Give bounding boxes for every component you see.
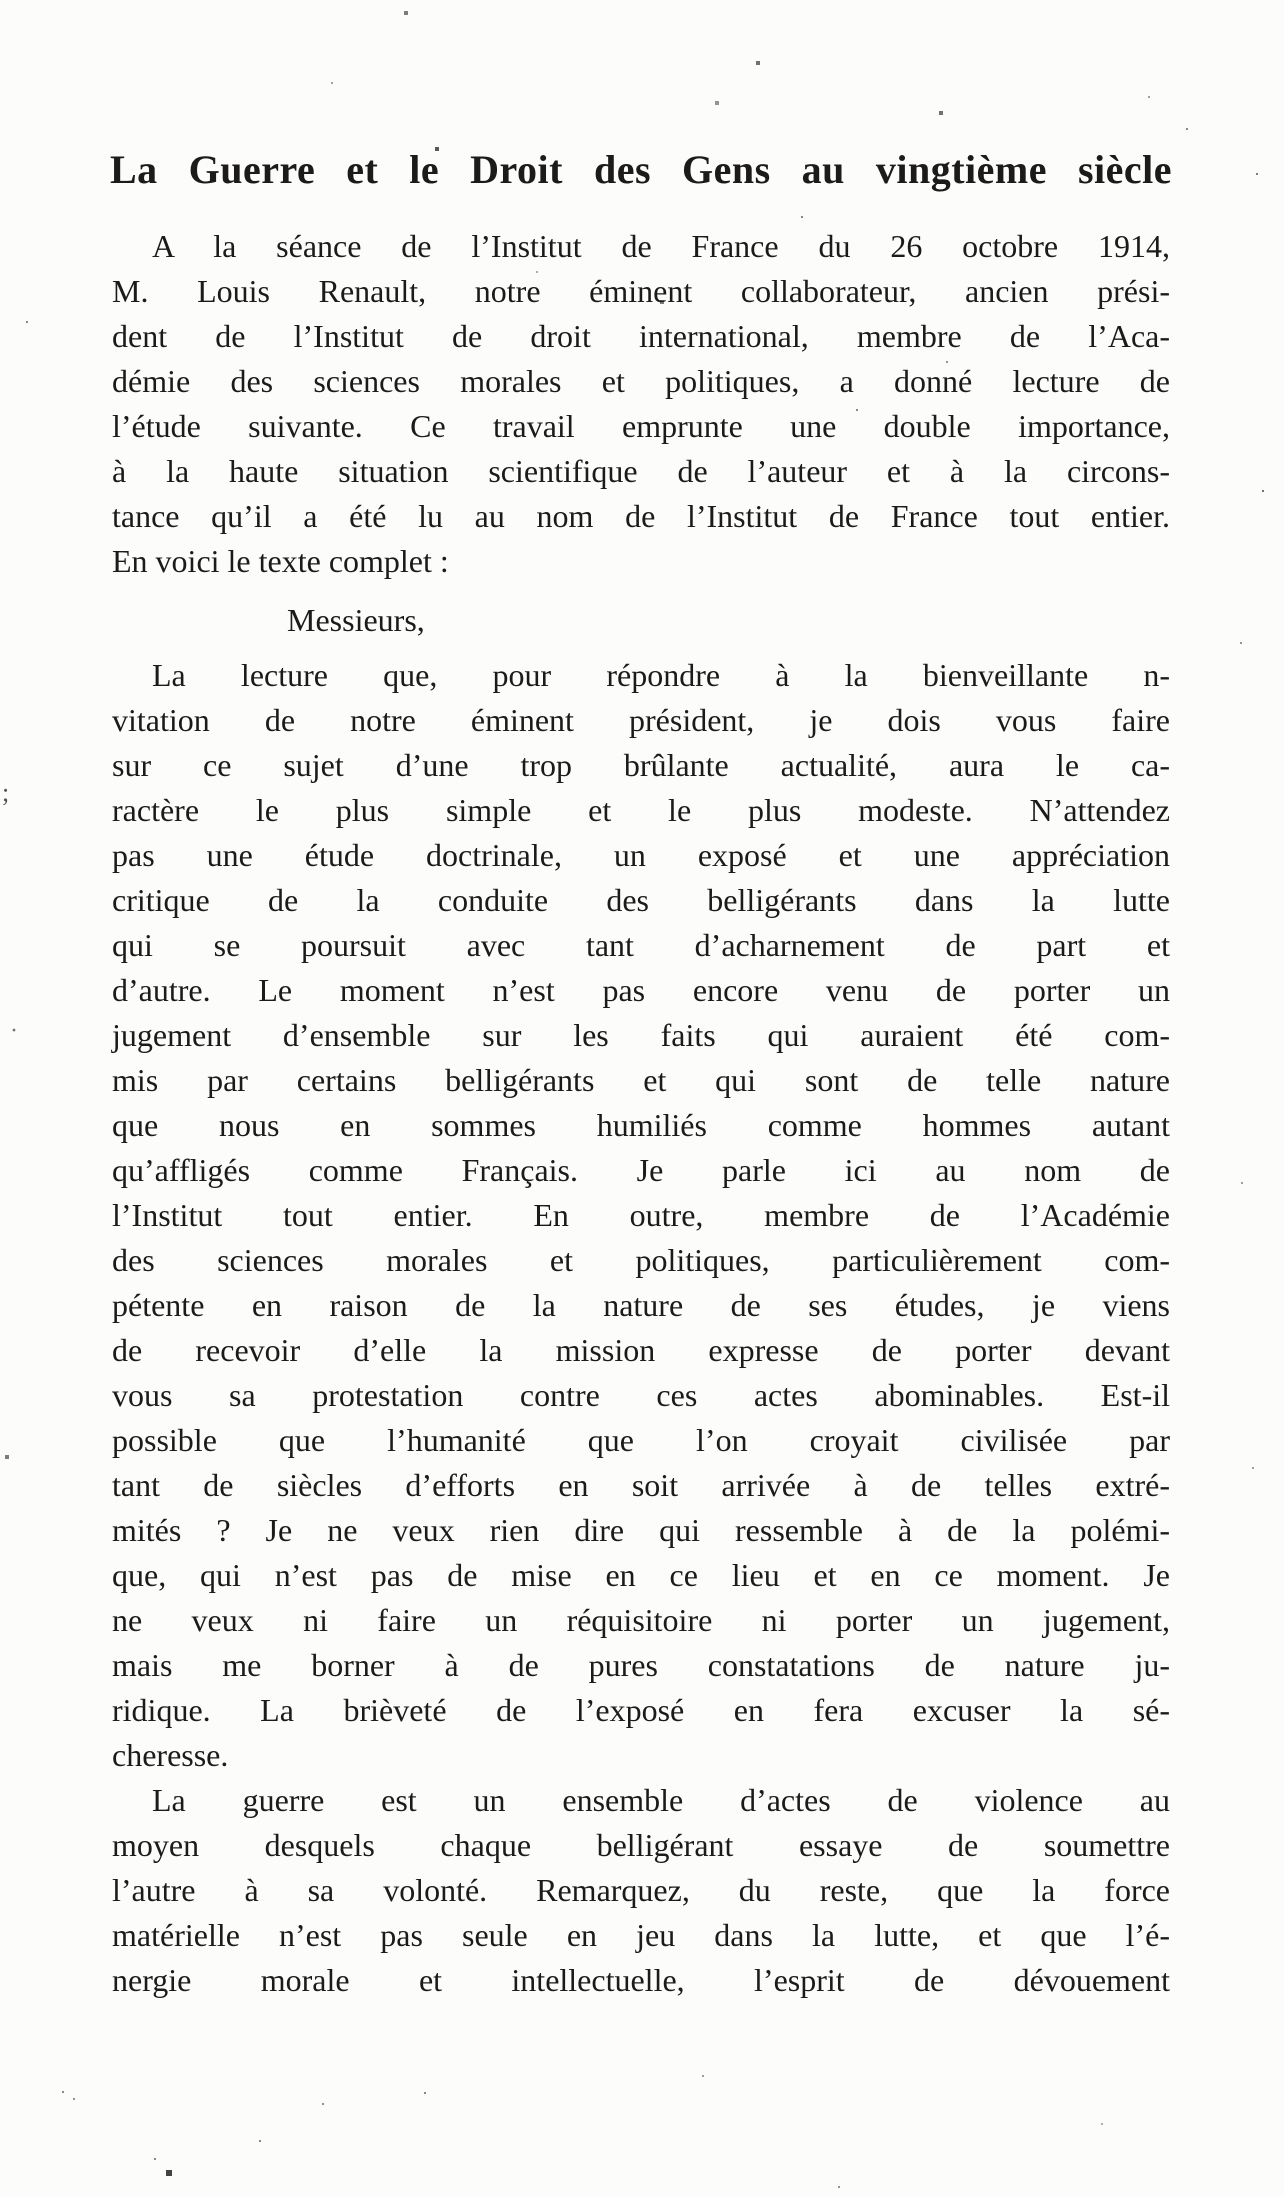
intro-paragraph: [112, 224, 1170, 584]
text-line: qui se poursuit avec tant d’acharnement de part et: [112, 927, 1170, 963]
text-line: mités ? Je ne veux rien dire qui ressemble à de la polémi-: [112, 1512, 1170, 1548]
text-line: A la séance de l’Institut de France du 26 octobre 1914,: [152, 228, 1170, 264]
page-title: La Guerre et le Droit des Gens au vingtième siècle: [110, 147, 1172, 192]
text-line: En voici le texte complet :: [112, 543, 449, 579]
text-line: des sciences morales et politiques, particulièrement com-: [112, 1242, 1170, 1278]
scan-margin-artifact: ·: [10, 1018, 18, 1044]
text-line: ractère le plus simple et le plus modeste. N’attendez: [112, 792, 1170, 828]
scan-noise-speckles: [0, 0, 2, 2]
text-line: La guerre est un ensemble d’actes de violence au: [152, 1782, 1170, 1818]
text-line: ridique. La brièveté de l’exposé en fera excuser la sé-: [112, 1692, 1170, 1728]
text-line: de recevoir d’elle la mission expresse de porter devant: [112, 1332, 1170, 1368]
text-line: tance qu’il a été lu au nom de l’Institut de France tout entier.: [112, 498, 1170, 534]
text-line: mais me borner à de pures constatations de nature ju-: [112, 1647, 1170, 1683]
text-line: critique de la conduite des belligérants dans la lutte: [112, 882, 1170, 918]
text-line: démie des sciences morales et politiques, a donné lecture de: [112, 363, 1170, 399]
text-line: vous sa protestation contre ces actes abominables. Est-il: [112, 1377, 1170, 1413]
text-line: moyen desquels chaque belligérant essaye de soumettre: [112, 1827, 1170, 1863]
text-line: mis par certains belligérants et qui sont de telle nature: [112, 1062, 1170, 1098]
text-line: La lecture que, pour répondre à la bienveillante n-: [152, 657, 1170, 693]
text-line: M. Louis Renault, notre éminent collaborateur, ancien prési-: [112, 273, 1170, 309]
salutation: Messieurs,: [287, 602, 425, 638]
text-line: cheresse.: [112, 1737, 229, 1773]
text-line: jugement d’ensemble sur les faits qui auraient été com-: [112, 1017, 1170, 1053]
text-line: d’autre. Le moment n’est pas encore venu de porter un: [112, 972, 1170, 1008]
text-line: l’Institut tout entier. En outre, membre de l’Académie: [112, 1197, 1170, 1233]
text-line: l’autre à sa volonté. Remarquez, du reste, que la force: [112, 1872, 1170, 1908]
body-paragraph: [112, 1778, 1170, 2003]
text-line: dent de l’Institut de droit international, membre de l’Aca-: [112, 318, 1170, 354]
text-line: qu’affligés comme Français. Je parle ici au nom de: [112, 1152, 1170, 1188]
text-line: pétente en raison de la nature de ses études, je viens: [112, 1287, 1170, 1323]
scan-margin-artifact: ;: [2, 778, 10, 807]
page-body: [112, 224, 1170, 2003]
text-line: ne veux ni faire un réquisitoire ni porter un jugement,: [112, 1602, 1170, 1638]
text-line: tant de siècles d’efforts en soit arrivée à de telles extré-: [112, 1467, 1170, 1503]
text-line: que, qui n’est pas de mise en ce lieu et en ce moment. Je: [112, 1557, 1170, 1593]
text-line: pas une étude doctrinale, un exposé et une appréciation: [112, 837, 1170, 873]
text-line: possible que l’humanité que l’on croyait civilisée par: [112, 1422, 1170, 1458]
text-line: sur ce sujet d’une trop brûlante actualité, aura le ca-: [112, 747, 1170, 783]
text-line: à la haute situation scientifique de l’auteur et à la circons-: [112, 453, 1170, 489]
text-line: l’étude suivante. Ce travail emprunte une double importance,: [112, 408, 1170, 444]
text-line: que nous en sommes humiliés comme hommes autant: [112, 1107, 1170, 1143]
text-line: matérielle n’est pas seule en jeu dans la lutte, et que l’é-: [112, 1917, 1170, 1953]
body-paragraph: [112, 653, 1170, 1778]
text-line: nergie morale et intellectuelle, l’esprit de dévouement: [112, 1962, 1170, 1998]
text-line: vitation de notre éminent président, je dois vous faire: [112, 702, 1170, 738]
